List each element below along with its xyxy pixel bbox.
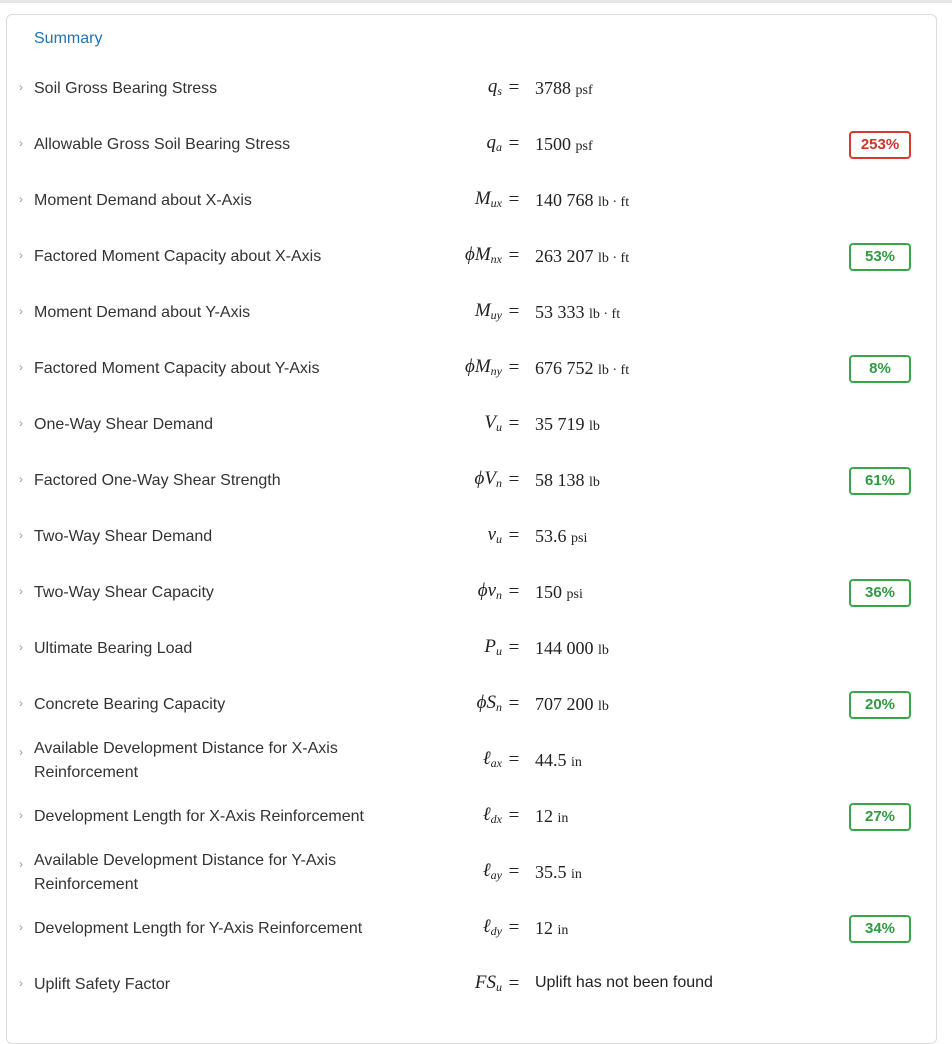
row-label: Uplift Safety Factor	[34, 976, 171, 993]
symbol-subscript: ux	[490, 196, 502, 210]
value-unit: lb · ft	[598, 251, 630, 266]
equals-sign: =	[508, 133, 520, 154]
value-unit: psi	[566, 587, 583, 602]
row-value	[535, 974, 713, 992]
chevron-right-icon[interactable]: ›	[19, 248, 23, 262]
utilization-badge: 61%	[849, 467, 911, 495]
value-number: 44.5	[535, 750, 567, 770]
symbol-subscript: uy	[490, 308, 502, 322]
symbol-base: V	[484, 468, 496, 489]
symbol-base: ℓ	[482, 916, 491, 937]
chevron-right-icon[interactable]: ›	[19, 416, 23, 430]
row-symbol	[352, 412, 502, 435]
row-value	[535, 414, 600, 435]
symbol-base: M	[474, 188, 491, 209]
value-unit: lb · ft	[589, 307, 621, 322]
equals-sign: =	[508, 301, 520, 322]
row-label: Allowable Gross Soil Bearing Stress	[34, 136, 291, 153]
chevron-right-icon[interactable]: ›	[19, 80, 23, 94]
row-value	[535, 358, 629, 379]
equals-sign: =	[508, 469, 520, 490]
row-value	[535, 134, 593, 155]
row-label: Development Length for Y-Axis Reinforcement	[34, 920, 363, 937]
value-number: 263 207	[535, 246, 594, 266]
value-number: 35.5	[535, 862, 567, 882]
equals-sign: =	[508, 413, 520, 434]
equals-sign: =	[508, 749, 520, 770]
row-value	[535, 302, 620, 323]
symbol-base: v	[487, 580, 496, 601]
symbol-base: q	[487, 76, 498, 97]
chevron-right-icon[interactable]: ›	[19, 976, 23, 990]
chevron-right-icon[interactable]: ›	[19, 528, 23, 542]
chevron-right-icon[interactable]: ›	[19, 857, 23, 871]
summary-row[interactable]	[0, 117, 952, 173]
utilization-badge: 36%	[849, 579, 911, 607]
row-value	[535, 470, 600, 491]
row-symbol	[352, 356, 502, 379]
value-number: 53 333	[535, 302, 585, 322]
summary-row[interactable]	[0, 565, 952, 621]
chevron-right-icon[interactable]: ›	[19, 696, 23, 710]
row-label: Factored Moment Capacity about X-Axis	[34, 248, 322, 265]
equals-sign: =	[508, 357, 520, 378]
chevron-right-icon[interactable]: ›	[19, 745, 23, 759]
symbol-base: M	[474, 244, 491, 265]
row-value	[535, 918, 568, 939]
symbol-subscript: dx	[490, 812, 502, 826]
symbol-subscript: u	[496, 420, 502, 434]
value-number: Uplift has not been found	[535, 974, 713, 991]
value-unit: in	[557, 811, 569, 826]
value-number: 12	[535, 806, 553, 826]
summary-row[interactable]	[0, 397, 952, 453]
utilization-badge: 8%	[849, 355, 911, 383]
row-value	[535, 806, 568, 827]
equals-sign: =	[508, 973, 520, 994]
row-label: Factored Moment Capacity about Y-Axis	[34, 360, 320, 377]
value-number: 144 000	[535, 638, 594, 658]
row-symbol	[352, 300, 502, 323]
row-symbol	[352, 132, 502, 155]
equals-sign: =	[508, 805, 520, 826]
symbol-subscript: n	[496, 588, 502, 602]
symbol-base: P	[484, 636, 496, 657]
symbol-base: ℓ	[482, 860, 491, 881]
summary-row[interactable]	[0, 61, 952, 117]
value-unit: psf	[575, 83, 593, 98]
value-unit: in	[571, 755, 582, 770]
value-unit: lb	[598, 699, 609, 714]
row-label: Development Length for X-Axis Reinforcement	[34, 808, 364, 825]
summary-row[interactable]	[0, 173, 952, 229]
top-divider	[0, 0, 952, 3]
value-unit: in	[557, 923, 569, 938]
symbol-subscript: s	[497, 84, 502, 98]
chevron-right-icon[interactable]: ›	[19, 192, 23, 206]
value-number: 35 719	[535, 414, 585, 434]
symbol-subscript: dy	[490, 924, 502, 938]
chevron-right-icon[interactable]: ›	[19, 920, 23, 934]
row-label: Ultimate Bearing Load	[34, 640, 193, 657]
summary-row[interactable]	[0, 901, 952, 957]
symbol-subscript: nx	[490, 252, 502, 266]
row-symbol	[352, 76, 502, 99]
value-number: 150	[535, 582, 562, 602]
row-label: Moment Demand about Y-Axis	[34, 304, 251, 321]
symbol-subscript: n	[496, 476, 502, 490]
symbol-subscript: u	[496, 532, 502, 546]
row-label: Moment Demand about X-Axis	[34, 192, 252, 209]
utilization-badge: 253%	[849, 131, 911, 159]
equals-sign: =	[508, 189, 520, 210]
symbol-subscript: n	[496, 700, 502, 714]
symbol-base: M	[474, 356, 491, 377]
summary-row[interactable]	[0, 285, 952, 341]
row-label: One-Way Shear Demand	[34, 416, 214, 433]
symbol-subscript: ay	[490, 868, 502, 882]
equals-sign: =	[508, 861, 520, 882]
summary-row[interactable]	[0, 677, 952, 733]
phi-symbol: ϕ	[465, 356, 475, 377]
row-label: Two-Way Shear Capacity	[34, 584, 214, 601]
equals-sign: =	[508, 245, 520, 266]
summary-row[interactable]	[0, 733, 952, 789]
value-number: 12	[535, 918, 553, 938]
summary-row[interactable]	[0, 789, 952, 845]
chevron-right-icon[interactable]: ›	[19, 808, 23, 822]
value-unit: lb · ft	[598, 363, 630, 378]
value-unit: lb	[598, 643, 609, 658]
symbol-base: FS	[474, 972, 496, 993]
symbol-subscript: a	[496, 140, 502, 154]
row-symbol	[352, 468, 502, 491]
value-unit: lb	[589, 475, 600, 490]
equals-sign: =	[508, 693, 520, 714]
value-unit: in	[571, 867, 582, 882]
utilization-badge: 27%	[849, 803, 911, 831]
row-symbol	[352, 748, 502, 771]
value-number: 1500	[535, 134, 571, 154]
summary-row[interactable]	[0, 509, 952, 565]
row-symbol	[352, 972, 502, 995]
utilization-badge: 34%	[849, 915, 911, 943]
row-value	[535, 246, 629, 267]
symbol-base: ℓ	[482, 748, 491, 769]
row-symbol	[352, 804, 502, 827]
row-label: Available Development Distance for X-Axis Reinforcement	[34, 740, 338, 781]
summary-title: Summary	[34, 30, 103, 47]
equals-sign: =	[508, 525, 520, 546]
summary-row[interactable]	[0, 957, 952, 1013]
symbol-base: M	[474, 300, 491, 321]
equals-sign: =	[508, 917, 520, 938]
symbol-base: v	[487, 524, 496, 545]
chevron-right-icon[interactable]: ›	[19, 472, 23, 486]
phi-symbol: ϕ	[477, 580, 488, 601]
row-value	[535, 638, 609, 659]
row-symbol	[352, 524, 502, 547]
row-label: Soil Gross Bearing Stress	[34, 80, 218, 97]
value-number: 53.6	[535, 526, 567, 546]
equals-sign: =	[508, 581, 520, 602]
row-symbol	[352, 580, 502, 603]
symbol-base: ℓ	[482, 804, 491, 825]
row-symbol	[352, 916, 502, 939]
row-symbol	[352, 860, 502, 883]
row-symbol	[352, 692, 502, 715]
summary-row[interactable]	[0, 845, 952, 901]
phi-symbol: ϕ	[476, 692, 487, 713]
phi-symbol: ϕ	[465, 244, 475, 265]
row-value	[535, 190, 629, 211]
value-number: 3788	[535, 78, 571, 98]
row-label: Concrete Bearing Capacity	[34, 696, 226, 713]
row-value	[535, 582, 583, 603]
row-value	[535, 862, 582, 883]
summary-row[interactable]	[0, 229, 952, 285]
row-symbol	[352, 188, 502, 211]
row-value	[535, 750, 582, 771]
value-number: 707 200	[535, 694, 594, 714]
row-label: Available Development Distance for Y-Axis Reinforcement	[34, 852, 337, 893]
equals-sign: =	[508, 637, 520, 658]
utilization-badge: 53%	[849, 243, 911, 271]
value-unit: lb	[589, 419, 600, 434]
value-number: 58 138	[535, 470, 585, 490]
value-number: 140 768	[535, 190, 594, 210]
equals-sign: =	[508, 77, 520, 98]
value-unit: psf	[575, 139, 593, 154]
symbol-subscript: ax	[490, 756, 502, 770]
symbol-subscript: u	[496, 980, 502, 994]
summary-row[interactable]	[0, 341, 952, 397]
row-symbol	[352, 636, 502, 659]
summary-row[interactable]	[0, 453, 952, 509]
utilization-badge: 20%	[849, 691, 911, 719]
symbol-subscript: ny	[490, 364, 502, 378]
symbol-base: q	[486, 132, 496, 153]
value-unit: psi	[571, 531, 588, 546]
symbol-subscript: u	[496, 644, 502, 658]
chevron-right-icon[interactable]: ›	[19, 360, 23, 374]
symbol-base: V	[484, 412, 496, 433]
row-value	[535, 526, 587, 547]
symbol-base: S	[486, 692, 496, 713]
chevron-right-icon[interactable]: ›	[19, 136, 23, 150]
chevron-right-icon[interactable]: ›	[19, 584, 23, 598]
row-label: Two-Way Shear Demand	[34, 528, 213, 545]
value-number: 676 752	[535, 358, 594, 378]
row-value	[535, 78, 593, 99]
row-value	[535, 694, 609, 715]
row-symbol	[352, 244, 502, 267]
chevron-right-icon[interactable]: ›	[19, 640, 23, 654]
value-unit: lb · ft	[598, 195, 630, 210]
phi-symbol: ϕ	[474, 468, 485, 489]
summary-row[interactable]	[0, 621, 952, 677]
chevron-right-icon[interactable]: ›	[19, 304, 23, 318]
row-label: Factored One-Way Shear Strength	[34, 472, 281, 489]
